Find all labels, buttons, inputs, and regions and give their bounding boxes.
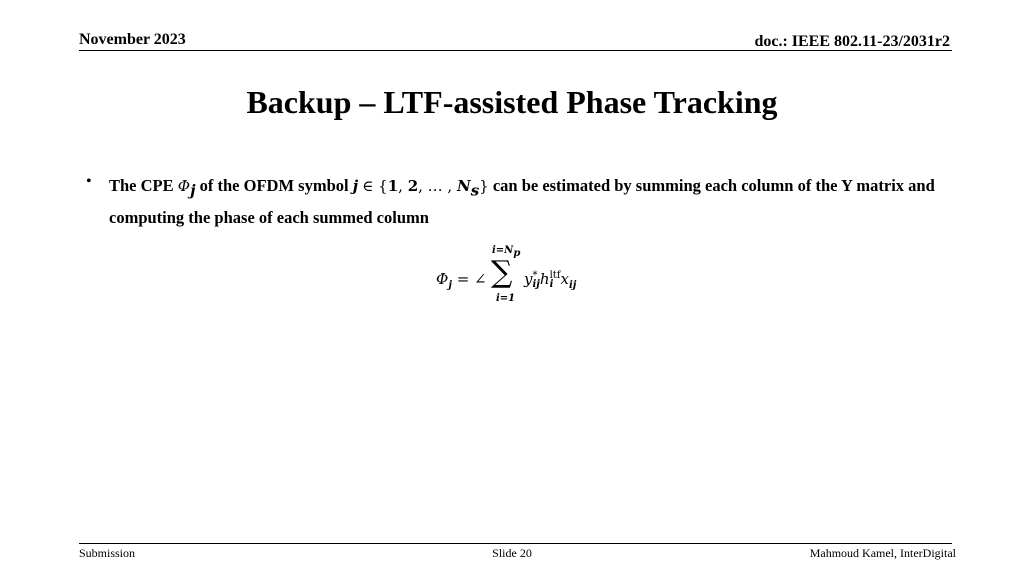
set-comma1: ,: [398, 177, 408, 195]
sum-lower-limit: i=1: [496, 293, 516, 304]
footer-author: Mahmoud Kamel, InterDigital: [809, 546, 956, 560]
summand-x: x: [560, 270, 569, 288]
phi-subscript: j: [190, 181, 196, 200]
bullet-text: [109, 172, 949, 231]
header-date: November 2023: [79, 31, 186, 48]
summation-sign: ∑: [491, 255, 513, 290]
bullet-text-part1: The CPE: [109, 176, 178, 195]
bullet-marker: •: [86, 173, 92, 190]
set-open: ∈ {: [362, 177, 388, 195]
set-two: 2: [407, 177, 419, 195]
header-divider: [79, 50, 952, 51]
set-N: N: [456, 177, 471, 195]
set-close: }: [479, 177, 489, 195]
set-comma2: , … ,: [418, 177, 457, 195]
equation-phi: Φ: [436, 270, 449, 288]
bullet-text-part2: of the OFDM symbol: [195, 176, 353, 195]
summand-y: y: [524, 270, 533, 288]
equation-equals-angle: = ∠: [451, 270, 487, 288]
header-doc-id: doc.: IEEE 802.11-23/2031r2: [754, 33, 950, 50]
phi-symbol: Φ: [177, 177, 191, 195]
footer-submission: Submission: [79, 546, 136, 560]
slide-title: Backup – LTF-assisted Phase Tracking: [246, 84, 778, 120]
summand: y * ij h ltf i $x_{ij}$: [524, 270, 577, 291]
equation-phi-sub: j: [448, 280, 452, 291]
cpe-equation: [436, 245, 636, 315]
set-one: 1: [387, 177, 399, 195]
sum-upper-limit: $i=N_p$: [492, 245, 521, 259]
j-symbol: j: [352, 177, 359, 195]
equation-lhs: [436, 270, 487, 291]
bullet-text-part3: can be estimated by summing each column of the Y matrix and computing the phase of each summed column: [109, 176, 935, 228]
set-N-subscript: s: [470, 181, 480, 200]
footer-divider: [79, 543, 952, 544]
footer-slide-number: Slide 20: [492, 546, 532, 560]
summand-h: h: [539, 270, 550, 288]
